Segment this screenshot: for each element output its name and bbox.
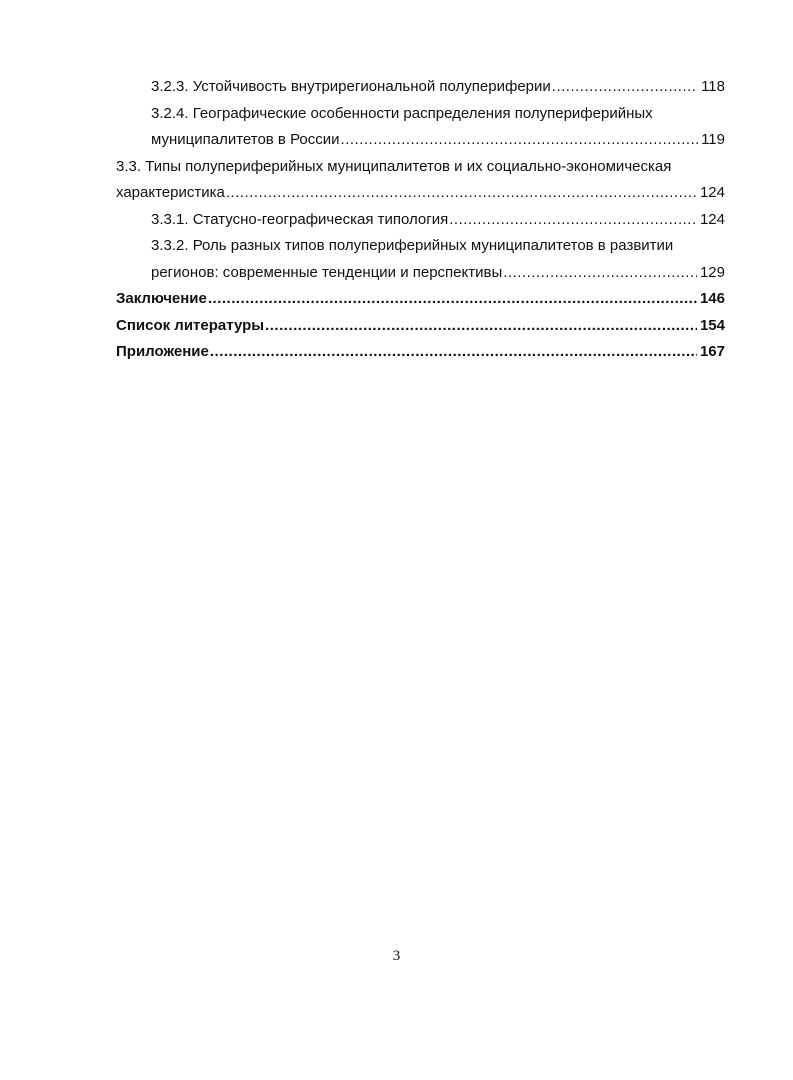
toc-entry-title: 3.2.3. Устойчивость внутрирегиональной полупериферии xyxy=(151,78,551,95)
toc-entry-page: 124 xyxy=(699,184,725,201)
toc-entry-title: Приложение xyxy=(116,343,209,360)
toc-entry-line xyxy=(116,313,725,340)
toc-entry-3-2-4[interactable] xyxy=(116,101,725,154)
toc-entry-line xyxy=(151,207,725,234)
toc-entry-page: 167 xyxy=(699,343,725,360)
toc-entry-references[interactable] xyxy=(116,313,725,340)
toc-dot-leader xyxy=(210,339,697,366)
toc-entry-page: 119 xyxy=(701,131,725,148)
toc-entry-page: 129 xyxy=(699,263,725,281)
toc-entry-line xyxy=(151,74,725,101)
toc-dot-leader xyxy=(341,127,699,154)
toc-entry-title-line-2: характеристика xyxy=(116,184,225,201)
toc-entry-line xyxy=(151,260,725,287)
toc-entry-page: 146 xyxy=(699,290,725,307)
toc-dot-leader xyxy=(552,74,698,101)
toc-entry-line xyxy=(116,180,725,207)
toc-entry-line xyxy=(116,339,725,366)
toc-entry-title: Список литературы xyxy=(116,316,265,334)
toc-entry-conclusion[interactable] xyxy=(116,286,725,313)
page-number: 3 xyxy=(392,948,401,964)
toc-entry-title-line-2: муниципалитетов в России xyxy=(151,131,340,148)
toc-entry-3-3-1[interactable] xyxy=(116,207,725,234)
toc-dot-leader xyxy=(449,207,697,234)
toc-entry-line xyxy=(116,286,725,313)
toc-entry-page: 154 xyxy=(699,316,725,334)
toc-dot-leader xyxy=(265,313,697,340)
toc-entry-page: 118 xyxy=(701,78,725,95)
toc-dot-leader xyxy=(208,286,697,313)
toc-entry-line xyxy=(151,127,725,154)
toc-entry-appendix[interactable] xyxy=(116,339,725,366)
toc-entry-3-3[interactable] xyxy=(116,154,725,207)
toc-entry-title: 3.3.1. Статусно-географическая типология xyxy=(151,210,449,228)
toc-entry-title-line-1: 3.2.4. Географические особенности распределения полупериферийных xyxy=(151,104,653,122)
toc-dot-leader xyxy=(503,260,697,287)
toc-entry-page: 124 xyxy=(699,210,725,228)
toc-dot-leader xyxy=(226,180,697,207)
toc-entry-3-2-3[interactable] xyxy=(116,74,725,101)
table-of-contents xyxy=(116,74,725,366)
toc-entry-title-line-1: 3.3. Типы полупериферийных муниципалитетов и их социально-экономическая xyxy=(116,157,672,175)
toc-entry-3-3-2[interactable] xyxy=(116,233,725,286)
toc-entry-title-line-2: регионов: современные тенденции и перспективы xyxy=(151,263,503,281)
toc-entry-title-line-1: 3.3.2. Роль разных типов полупериферийных муниципалитетов в развитии xyxy=(151,237,674,254)
toc-entry-title: Заключение xyxy=(116,290,207,307)
